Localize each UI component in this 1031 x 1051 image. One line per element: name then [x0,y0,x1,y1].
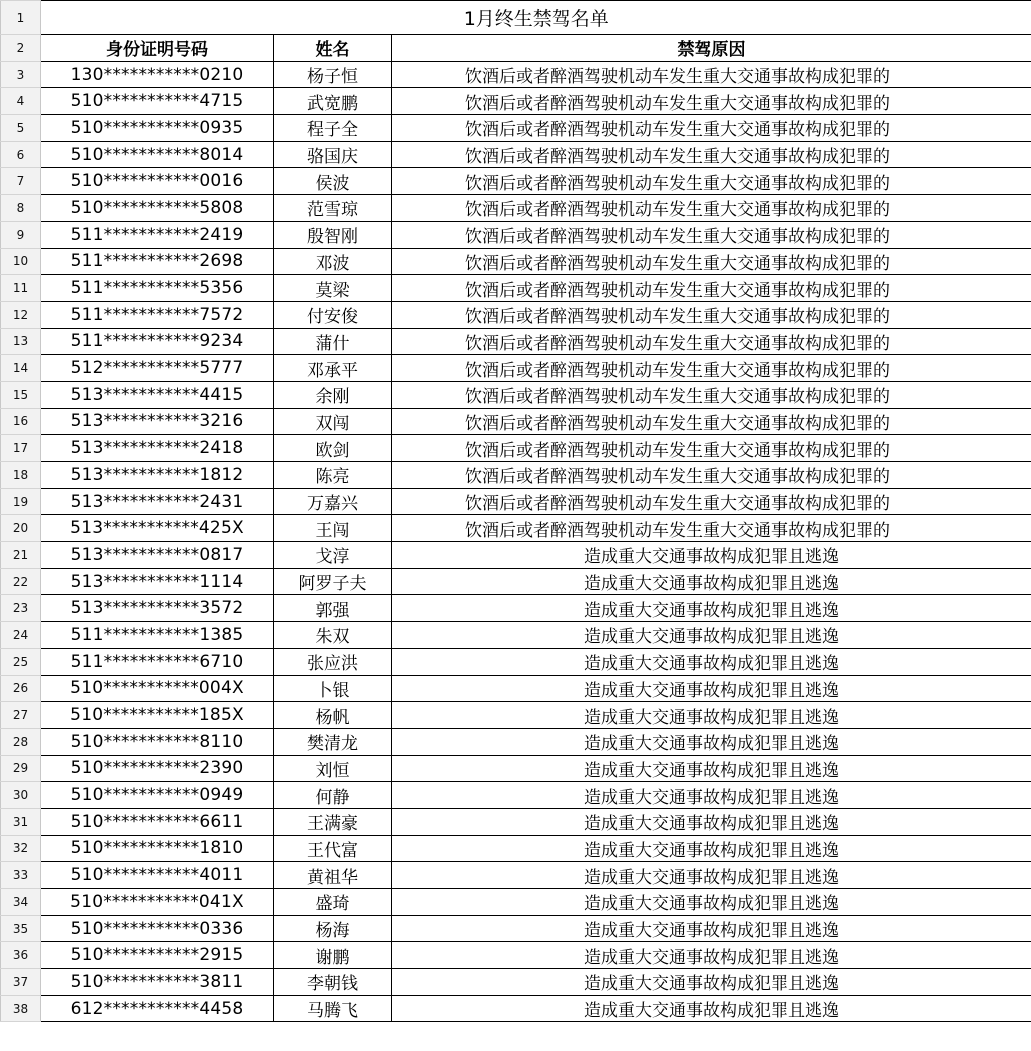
row-number[interactable]: 8 [1,195,41,222]
row-number[interactable]: 28 [1,728,41,755]
id-number-cell[interactable]: 612***********4458 [41,995,274,1022]
id-number-cell[interactable]: 513***********4415 [41,381,274,408]
table-row [1,622,1031,649]
id-number-cell[interactable]: 510***********0949 [41,782,274,809]
reason-cell[interactable]: 饮酒后或者醉酒驾驶机动车发生重大交通事故构成犯罪的 [392,195,1031,222]
id-number-cell[interactable]: 510***********2915 [41,942,274,969]
reason-cell[interactable]: 饮酒后或者醉酒驾驶机动车发生重大交通事故构成犯罪的 [392,168,1031,195]
id-number-cell[interactable]: 513***********425X [41,515,274,542]
reason-cell[interactable]: 造成重大交通事故构成犯罪且逃逸 [392,835,1031,862]
name-cell[interactable]: 樊清龙 [274,728,392,755]
table-row [1,301,1031,328]
sheet-title[interactable]: 1月终生禁驾名单 [41,1,1031,35]
reason-cell[interactable]: 造成重大交通事故构成犯罪且逃逸 [392,595,1031,622]
row-number[interactable]: 2 [1,35,41,62]
row-number[interactable]: 32 [1,835,41,862]
id-number-cell[interactable]: 511***********6710 [41,648,274,675]
table-row [1,782,1031,809]
name-cell[interactable]: 谢鹏 [274,942,392,969]
name-cell[interactable]: 莫梁 [274,275,392,302]
reason-cell[interactable]: 饮酒后或者醉酒驾驶机动车发生重大交通事故构成犯罪的 [392,355,1031,382]
name-cell[interactable]: 侯波 [274,168,392,195]
row-number[interactable]: 3 [1,61,41,88]
row-number[interactable]: 5 [1,115,41,142]
reason-cell[interactable]: 造成重大交通事故构成犯罪且逃逸 [392,755,1031,782]
name-cell[interactable]: 朱双 [274,622,392,649]
name-cell[interactable]: 李朝钱 [274,969,392,996]
reason-cell[interactable]: 造成重大交通事故构成犯罪且逃逸 [392,568,1031,595]
table-row [1,969,1031,996]
row-number[interactable]: 10 [1,248,41,275]
table-row [1,595,1031,622]
name-cell[interactable]: 郭强 [274,595,392,622]
reason-cell[interactable]: 造成重大交通事故构成犯罪且逃逸 [392,675,1031,702]
name-cell[interactable]: 王代富 [274,835,392,862]
row-number[interactable]: 9 [1,221,41,248]
reason-cell[interactable]: 造成重大交通事故构成犯罪且逃逸 [392,542,1031,569]
row-number[interactable]: 4 [1,88,41,115]
reason-cell[interactable]: 造成重大交通事故构成犯罪且逃逸 [392,728,1031,755]
row-number[interactable]: 15 [1,381,41,408]
table-row [1,408,1031,435]
name-cell[interactable]: 双闯 [274,408,392,435]
header-row [1,35,1031,62]
id-number-cell[interactable]: 513***********0817 [41,542,274,569]
row-number[interactable]: 6 [1,141,41,168]
name-cell[interactable]: 万嘉兴 [274,488,392,515]
row-number[interactable]: 34 [1,889,41,916]
name-cell[interactable]: 余刚 [274,381,392,408]
table-row [1,942,1031,969]
reason-cell[interactable]: 饮酒后或者醉酒驾驶机动车发生重大交通事故构成犯罪的 [392,88,1031,115]
row-number[interactable]: 16 [1,408,41,435]
name-cell[interactable]: 王满豪 [274,808,392,835]
name-cell[interactable]: 阿罗子夫 [274,568,392,595]
id-number-cell[interactable]: 513***********2431 [41,488,274,515]
row-number[interactable]: 23 [1,595,41,622]
name-cell[interactable]: 杨子恒 [274,61,392,88]
table-row [1,995,1031,1022]
name-cell[interactable]: 付安俊 [274,301,392,328]
row-number[interactable]: 31 [1,808,41,835]
id-number-cell[interactable]: 510***********1810 [41,835,274,862]
row-number[interactable]: 36 [1,942,41,969]
id-number-cell[interactable]: 510***********4011 [41,862,274,889]
name-cell[interactable]: 骆国庆 [274,141,392,168]
row-number[interactable]: 21 [1,542,41,569]
header-id[interactable]: 身份证明号码 [41,35,274,62]
id-number-cell[interactable]: 510***********2390 [41,755,274,782]
table-row [1,675,1031,702]
name-cell[interactable]: 张应洪 [274,648,392,675]
id-number-cell[interactable]: 510***********004X [41,675,274,702]
id-number-cell[interactable]: 510***********185X [41,702,274,729]
name-cell[interactable]: 程子全 [274,115,392,142]
table-row [1,702,1031,729]
reason-cell[interactable]: 饮酒后或者醉酒驾驶机动车发生重大交通事故构成犯罪的 [392,275,1031,302]
table-row [1,328,1031,355]
table-row [1,435,1031,462]
name-cell[interactable]: 戈淳 [274,542,392,569]
reason-cell[interactable]: 饮酒后或者醉酒驾驶机动车发生重大交通事故构成犯罪的 [392,61,1031,88]
id-number-cell[interactable]: 511***********9234 [41,328,274,355]
reason-cell[interactable]: 饮酒后或者醉酒驾驶机动车发生重大交通事故构成犯罪的 [392,141,1031,168]
id-number-cell[interactable]: 510***********6611 [41,808,274,835]
row-number[interactable]: 38 [1,995,41,1022]
name-cell[interactable]: 范雪琼 [274,195,392,222]
reason-cell[interactable]: 造成重大交通事故构成犯罪且逃逸 [392,862,1031,889]
table-row [1,889,1031,916]
title-row [1,1,1031,35]
name-cell[interactable]: 黄祖华 [274,862,392,889]
reason-cell[interactable]: 饮酒后或者醉酒驾驶机动车发生重大交通事故构成犯罪的 [392,221,1031,248]
name-cell[interactable]: 陈亮 [274,462,392,489]
table-row [1,488,1031,515]
id-number-cell[interactable]: 511***********2698 [41,248,274,275]
table-row [1,248,1031,275]
row-number[interactable]: 22 [1,568,41,595]
name-cell[interactable]: 杨帆 [274,702,392,729]
reason-cell[interactable]: 饮酒后或者醉酒驾驶机动车发生重大交通事故构成犯罪的 [392,408,1031,435]
id-number-cell[interactable]: 510***********0016 [41,168,274,195]
table-row [1,275,1031,302]
reason-cell[interactable]: 饮酒后或者醉酒驾驶机动车发生重大交通事故构成犯罪的 [392,515,1031,542]
name-cell[interactable]: 殷智刚 [274,221,392,248]
name-cell[interactable]: 蒲什 [274,328,392,355]
table-row [1,755,1031,782]
reason-cell[interactable]: 饮酒后或者醉酒驾驶机动车发生重大交通事故构成犯罪的 [392,488,1031,515]
reason-cell[interactable]: 造成重大交通事故构成犯罪且逃逸 [392,969,1031,996]
reason-cell[interactable]: 饮酒后或者醉酒驾驶机动车发生重大交通事故构成犯罪的 [392,328,1031,355]
row-number[interactable]: 27 [1,702,41,729]
name-cell[interactable]: 卜银 [274,675,392,702]
id-number-cell[interactable]: 513***********3572 [41,595,274,622]
table-row [1,835,1031,862]
reason-cell[interactable]: 造成重大交通事故构成犯罪且逃逸 [392,622,1031,649]
id-number-cell[interactable]: 511***********2419 [41,221,274,248]
row-number[interactable]: 30 [1,782,41,809]
id-number-cell[interactable]: 510***********0935 [41,115,274,142]
reason-cell[interactable]: 饮酒后或者醉酒驾驶机动车发生重大交通事故构成犯罪的 [392,248,1031,275]
id-number-cell[interactable]: 513***********3216 [41,408,274,435]
reason-cell[interactable]: 造成重大交通事故构成犯罪且逃逸 [392,995,1031,1022]
id-number-cell[interactable]: 511***********1385 [41,622,274,649]
id-number-cell[interactable]: 513***********1114 [41,568,274,595]
table-row [1,141,1031,168]
reason-cell[interactable]: 造成重大交通事故构成犯罪且逃逸 [392,782,1031,809]
row-number[interactable]: 35 [1,915,41,942]
table-row [1,88,1031,115]
reason-cell[interactable]: 饮酒后或者醉酒驾驶机动车发生重大交通事故构成犯罪的 [392,115,1031,142]
reason-cell[interactable]: 造成重大交通事故构成犯罪且逃逸 [392,702,1031,729]
row-number[interactable]: 17 [1,435,41,462]
table-row [1,728,1031,755]
table-row [1,381,1031,408]
header-name[interactable]: 姓名 [274,35,392,62]
reason-cell[interactable]: 饮酒后或者醉酒驾驶机动车发生重大交通事故构成犯罪的 [392,462,1031,489]
id-number-cell[interactable]: 510***********0336 [41,915,274,942]
name-cell[interactable]: 欧剑 [274,435,392,462]
id-number-cell[interactable]: 513***********2418 [41,435,274,462]
reason-cell[interactable]: 造成重大交通事故构成犯罪且逃逸 [392,915,1031,942]
row-number[interactable]: 24 [1,622,41,649]
table-row [1,115,1031,142]
name-cell[interactable]: 邓波 [274,248,392,275]
id-number-cell[interactable]: 511***********7572 [41,301,274,328]
table-row [1,568,1031,595]
id-number-cell[interactable]: 510***********041X [41,889,274,916]
reason-cell[interactable]: 造成重大交通事故构成犯罪且逃逸 [392,889,1031,916]
row-number[interactable]: 11 [1,275,41,302]
id-number-cell[interactable]: 511***********5356 [41,275,274,302]
row-number[interactable]: 14 [1,355,41,382]
id-number-cell[interactable]: 510***********3811 [41,969,274,996]
table-row [1,862,1031,889]
reason-cell[interactable]: 造成重大交通事故构成犯罪且逃逸 [392,942,1031,969]
id-number-cell[interactable]: 513***********1812 [41,462,274,489]
table-row [1,915,1031,942]
name-cell[interactable]: 何静 [274,782,392,809]
id-number-cell[interactable]: 130***********0210 [41,61,274,88]
table-row [1,221,1031,248]
row-number[interactable]: 20 [1,515,41,542]
row-number[interactable]: 13 [1,328,41,355]
name-cell[interactable]: 盛琦 [274,889,392,916]
id-number-cell[interactable]: 510***********4715 [41,88,274,115]
name-cell[interactable]: 马腾飞 [274,995,392,1022]
name-cell[interactable]: 王闯 [274,515,392,542]
id-number-cell[interactable]: 512***********5777 [41,355,274,382]
row-number[interactable]: 29 [1,755,41,782]
name-cell[interactable]: 刘恒 [274,755,392,782]
header-reason[interactable]: 禁驾原因 [392,35,1031,62]
row-number[interactable]: 19 [1,488,41,515]
table-row [1,168,1031,195]
row-number[interactable]: 1 [1,1,41,35]
id-number-cell[interactable]: 510***********5808 [41,195,274,222]
table-row [1,648,1031,675]
table-row [1,195,1031,222]
name-cell[interactable]: 邓承平 [274,355,392,382]
row-number[interactable]: 18 [1,462,41,489]
reason-cell[interactable]: 饮酒后或者醉酒驾驶机动车发生重大交通事故构成犯罪的 [392,381,1031,408]
table-row [1,462,1031,489]
reason-cell[interactable]: 造成重大交通事故构成犯罪且逃逸 [392,648,1031,675]
row-number[interactable]: 33 [1,862,41,889]
row-number[interactable]: 12 [1,301,41,328]
row-number[interactable]: 25 [1,648,41,675]
id-number-cell[interactable]: 510***********8110 [41,728,274,755]
reason-cell[interactable]: 饮酒后或者醉酒驾驶机动车发生重大交通事故构成犯罪的 [392,301,1031,328]
table-row [1,355,1031,382]
id-number-cell[interactable]: 510***********8014 [41,141,274,168]
row-number[interactable]: 37 [1,969,41,996]
row-number[interactable]: 26 [1,675,41,702]
reason-cell[interactable]: 造成重大交通事故构成犯罪且逃逸 [392,808,1031,835]
table-row [1,61,1031,88]
reason-cell[interactable]: 饮酒后或者醉酒驾驶机动车发生重大交通事故构成犯罪的 [392,435,1031,462]
name-cell[interactable]: 武宽鹏 [274,88,392,115]
name-cell[interactable]: 杨海 [274,915,392,942]
table-row [1,515,1031,542]
row-number[interactable]: 7 [1,168,41,195]
table-row [1,542,1031,569]
table-row [1,808,1031,835]
